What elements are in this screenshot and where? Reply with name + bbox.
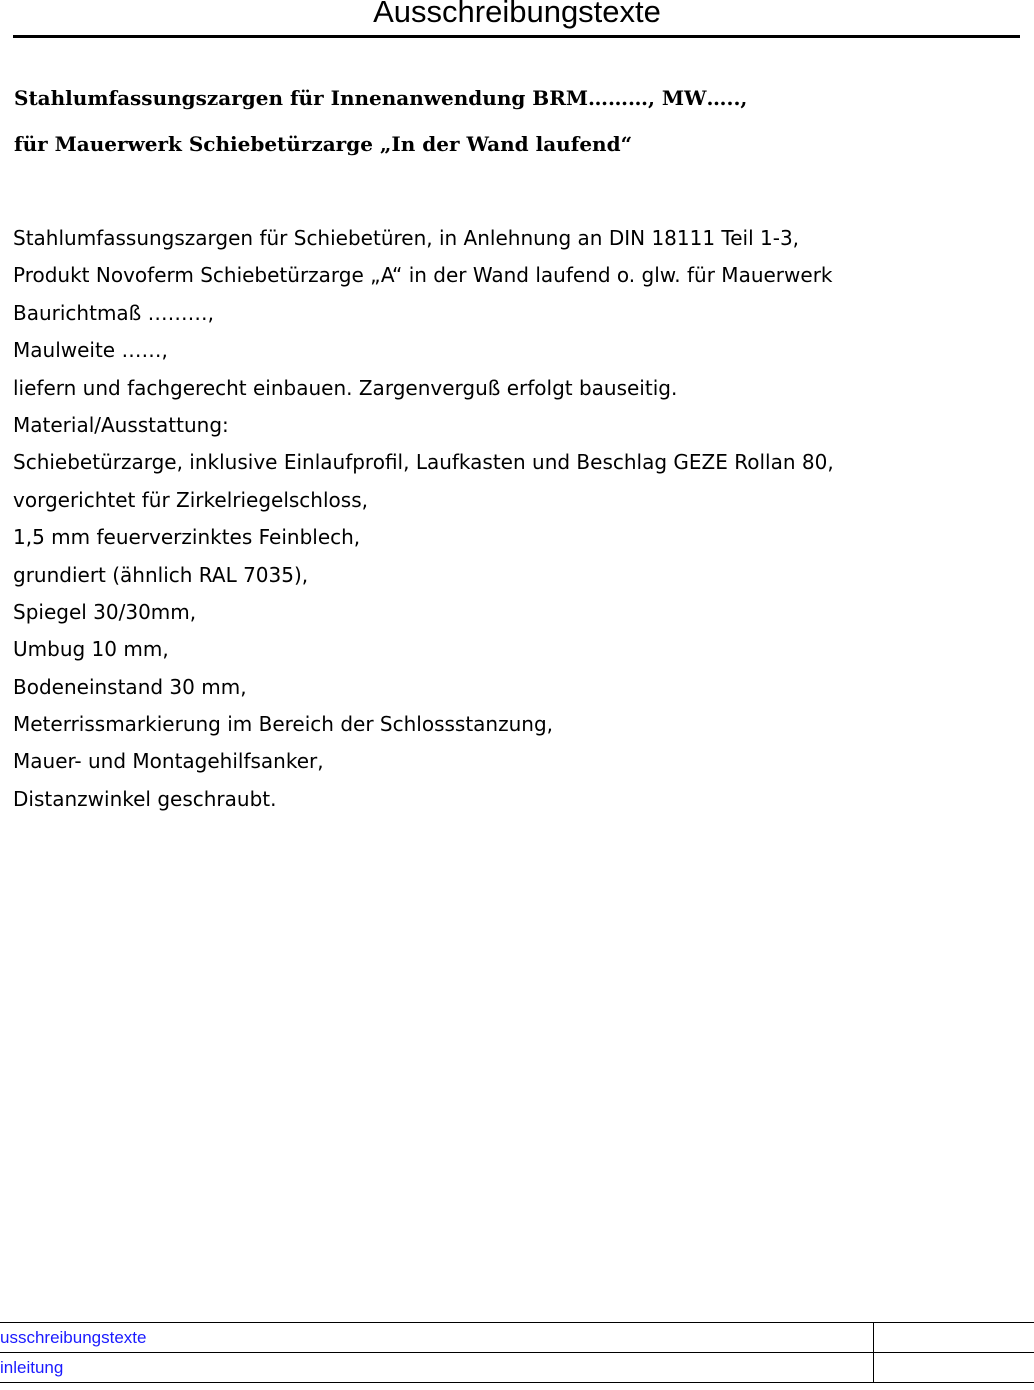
footer-navigation-table xyxy=(0,1322,1034,1383)
spec-line: Produkt Novoferm Schiebetürzarge „A“ in der Wand laufend o. glw. für Mauerwerk xyxy=(13,263,833,288)
spec-line: 1,5 mm feuerverzinktes Feinblech, xyxy=(13,525,361,550)
section-heading-line-1: Stahlumfassungszargen für Innenanwendung BRM………, MW….., xyxy=(14,86,748,110)
spec-line: grundiert (ähnlich RAL 7035), xyxy=(13,562,309,587)
spec-line: Umbug 10 mm, xyxy=(13,637,169,662)
title-divider xyxy=(13,35,1020,38)
spec-line: Bodeneinstand 30 mm, xyxy=(13,674,247,699)
specification-text xyxy=(13,220,1013,818)
spec-line: Distanzwinkel geschraubt. xyxy=(13,786,277,811)
spec-line: liefern und fachgerecht einbauen. Zargenverguß erfolgt bauseitig. xyxy=(13,375,678,400)
footer-cell-empty xyxy=(874,1353,1034,1383)
section-heading-line-2: für Mauerwerk Schiebetürzarge „In der Wand laufend“ xyxy=(14,132,633,156)
spec-line: Maulweite ……, xyxy=(13,338,168,363)
spec-line: Spiegel 30/30mm, xyxy=(13,599,197,624)
spec-line: vorgerichtet für Zirkelriegelschloss, xyxy=(13,487,368,512)
footer-row xyxy=(0,1323,1034,1353)
page-title: Ausschreibungstexte xyxy=(373,0,661,29)
spec-line: Material/Ausstattung: xyxy=(13,412,229,437)
spec-line: Baurichtmaß ………, xyxy=(13,300,214,325)
footer-cell-empty xyxy=(874,1323,1034,1353)
spec-line: Mauer- und Montagehilfsanker, xyxy=(13,749,324,774)
footer-link-ausschreibungstexte[interactable]: usschreibungstexte xyxy=(0,1323,874,1353)
spec-line: Schiebetürzarge, inklusive Einlaufprofil, Laufkasten und Beschlag GEZE Rollan 80, xyxy=(13,450,834,475)
spec-line: Meterrissmarkierung im Bereich der Schlossstanzung, xyxy=(13,712,553,737)
spec-line: Stahlumfassungszargen für Schiebetüren, in Anlehnung an DIN 18111 Teil 1-3, xyxy=(13,226,800,250)
footer-link-einleitung[interactable]: inleitung xyxy=(0,1353,874,1383)
footer-row xyxy=(0,1353,1034,1383)
